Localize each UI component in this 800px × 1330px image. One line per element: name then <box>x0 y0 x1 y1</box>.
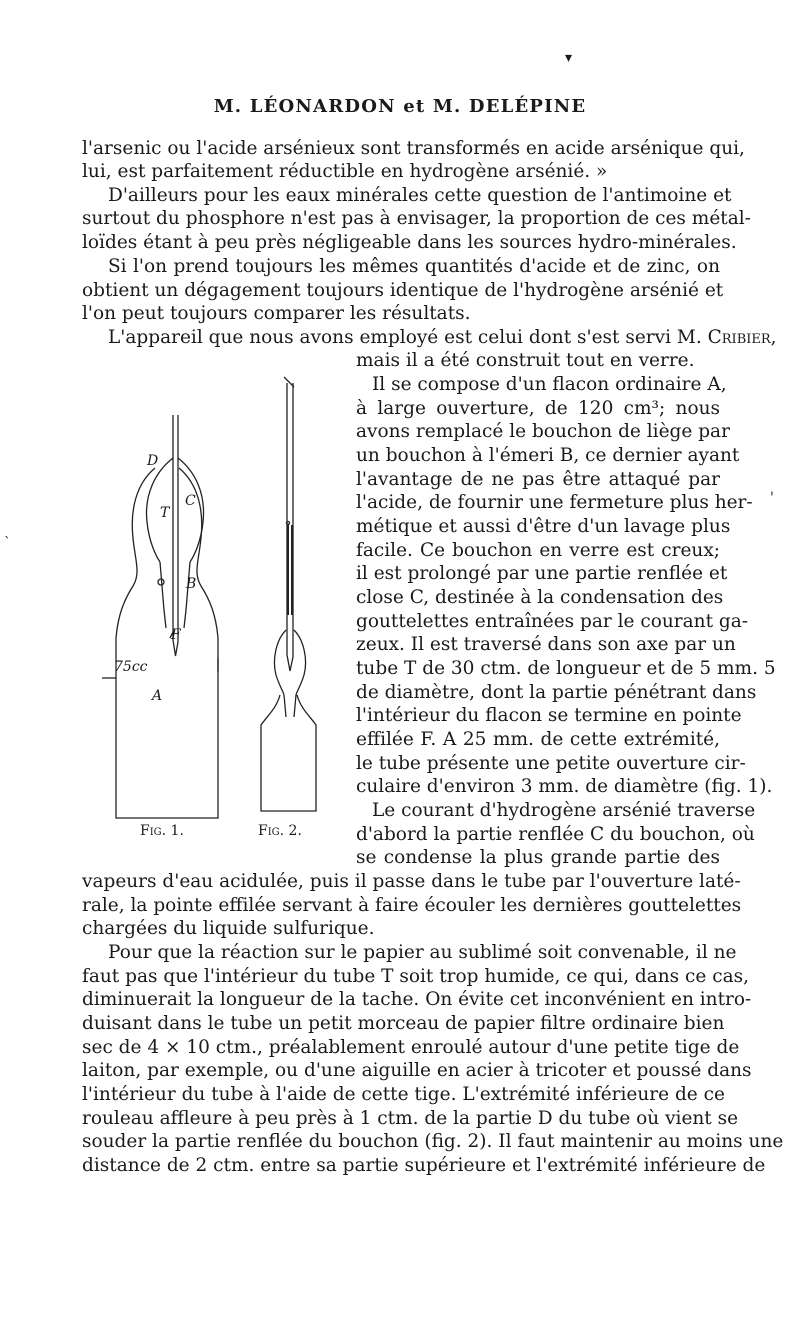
fig2-flask <box>261 695 316 811</box>
fig1-tube <box>173 415 178 656</box>
fig2-caption: Fig. 2. <box>258 823 302 839</box>
text-line: l'intérieur du tube à l'aide de cette tige. L'extrémité inférieure de ce <box>82 1084 725 1105</box>
text-line: se condense la plus grande partie des <box>356 847 720 868</box>
fig1-label-t: T <box>160 505 170 521</box>
author-name: Cribier, <box>707 327 777 348</box>
text-line: culaire d'environ 3 mm. de diamètre (fig. 1). <box>356 776 773 797</box>
fig1-label-c: C <box>185 493 196 509</box>
text-line: métique et aussi d'être d'un lavage plus <box>356 516 731 537</box>
text-line: obtient un dégagement toujours identique de l'hydrogène arsénié et <box>82 280 724 301</box>
margin-mark-top: ▾ <box>565 50 573 66</box>
text-line: Il se compose d'un flacon ordinaire A, <box>372 374 727 395</box>
text-line: diminuerait la longueur de la tache. On évite cet inconvénient en intro- <box>82 989 752 1010</box>
text-line: tube T de 30 ctm. de longueur et de 5 mm. 5 <box>356 658 776 679</box>
text-line: de diamètre, dont la partie pénétrant dans <box>356 682 757 703</box>
text-line: rale, la pointe effilée servant à faire écouler les dernières gouttelettes <box>82 895 742 916</box>
margin-mark-right: ' <box>770 490 774 506</box>
figure-1 <box>100 410 230 830</box>
fig1-stopper-b <box>160 562 190 628</box>
text-line: l'on peut toujours comparer les résultats. <box>82 303 471 324</box>
text-line: D'ailleurs pour les eaux minérales cette question de l'antimoine et <box>108 185 732 206</box>
fig1-label-d: D <box>147 453 159 469</box>
text-line: faut pas que l'intérieur du tube T soit trop humide, ce qui, dans ce cas, <box>82 966 749 987</box>
text-line: Si l'on prend toujours les mêmes quantités d'acide et de zinc, on <box>108 256 720 277</box>
text-line: duisant dans le tube un petit morceau de papier filtre ordinaire bien <box>82 1013 725 1034</box>
text-line: loïdes étant à peu près négligeable dans les sources hydro-minérales. <box>82 232 737 253</box>
fig1-label-volume: 75cc <box>114 659 148 675</box>
text-line: d'abord la partie renflée C du bouchon, où <box>356 824 755 845</box>
text-line: effilée F. A 25 mm. de cette extrémité, <box>356 729 720 750</box>
text-line: Le courant d'hydrogène arsénié traverse <box>372 800 756 821</box>
text-line: l'avantage de ne pas être attaqué par <box>356 469 720 490</box>
text-line: il est prolongé par une partie renflée et <box>356 563 728 584</box>
text-line: facile. Ce bouchon en verre est creux; <box>356 540 720 561</box>
text-line: à large ouverture, de 120 cm³; nous <box>356 398 720 419</box>
text-line: zeux. Il est traversé dans son axe par un <box>356 634 736 655</box>
fig1-caption: Fig. 1. <box>140 823 184 839</box>
text-line: gouttelettes entraînées par le courant ga- <box>356 611 749 632</box>
page-title: M. LÉONARDON et M. DELÉPINE <box>213 96 587 117</box>
text-line: chargées du liquide sulfurique. <box>82 918 375 939</box>
margin-mark-left: ` <box>4 535 11 551</box>
text-line: close C, destinée à la condensation des <box>356 587 724 608</box>
text-line: le tube présente une petite ouverture cir- <box>356 753 746 774</box>
text-line: l'acide, de fournir une fermeture plus her- <box>356 492 753 513</box>
text-line: mais il a été construit tout en verre. <box>356 350 695 371</box>
text-line: l'arsenic ou l'acide arsénieux sont transformés en acide arsénique qui, <box>82 138 745 159</box>
text-line: surtout du phosphore n'est pas à envisager, la proportion de ces métal- <box>82 208 751 229</box>
fig2-paper-roll <box>288 525 292 615</box>
fig2-stopper <box>284 695 296 717</box>
text-line: sec de 4 × 10 ctm., préalablement enroulé autour d'une petite tige de <box>82 1037 740 1058</box>
text-line: laiton, par exemple, ou d'une aiguille en acier à tricoter et poussé dans <box>82 1060 752 1081</box>
figure-2 <box>250 375 330 815</box>
text-line: l'intérieur du flacon se termine en pointe <box>356 705 742 726</box>
text-line: lui, est parfaitement réductible en hydrogène arsénié. » <box>82 161 608 182</box>
fig1-label-f: F <box>171 627 181 643</box>
text-line: souder la partie renflée du bouchon (fig. 2). Il faut maintenir au moins une <box>82 1131 784 1152</box>
fig1-label-b: B <box>186 576 197 592</box>
text-line: Pour que la réaction sur le papier au sublimé soit convenable, il ne <box>108 942 737 963</box>
text-line-part: L'appareil que nous avons employé est celui dont s'est servi M. <box>108 327 708 348</box>
fig1-label-a: A <box>152 688 163 704</box>
text-line: distance de 2 ctm. entre sa partie supérieure et l'extrémité inférieure de <box>82 1155 766 1176</box>
text-line: vapeurs d'eau acidulée, puis il passe dans le tube par l'ouverture laté- <box>82 871 741 892</box>
fig1-bulb-c <box>147 458 204 562</box>
fig2-bulb <box>274 630 305 695</box>
text-line <box>108 326 777 349</box>
text-line: avons remplacé le bouchon de liège par <box>356 421 730 442</box>
text-line: rouleau affleure à peu près à 1 ctm. de la partie D du tube où vient se <box>82 1108 739 1129</box>
text-line: un bouchon à l'émeri B, ce dernier ayant <box>356 445 740 466</box>
